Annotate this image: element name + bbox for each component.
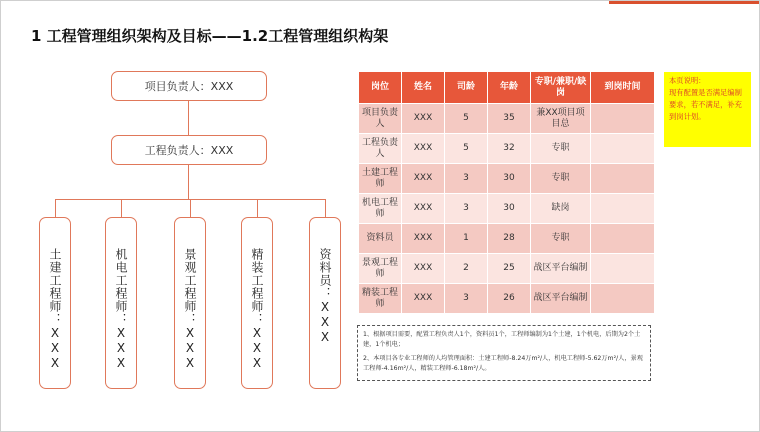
accent-bar [609, 1, 759, 4]
table-cell [591, 254, 655, 284]
org-node-label: 资料员：XXX [318, 248, 332, 345]
table-cell: 专职 [531, 164, 591, 194]
table-cell: 战区平台编制 [531, 284, 591, 314]
table-cell: 3 [445, 284, 488, 314]
connector-line [55, 199, 56, 217]
callout-body: 现有配置是否满足编制要求，若不满足，补充到岗计划。 [669, 88, 742, 121]
table-cell: 28 [488, 224, 531, 254]
table-cell [591, 164, 655, 194]
org-node-project-leader: 项目负责人：XXX [111, 71, 267, 101]
page-explanation-callout [664, 72, 751, 147]
table-cell: 25 [488, 254, 531, 284]
table-cell [591, 284, 655, 314]
column-header: 姓名 [402, 72, 445, 104]
table-cell: 35 [488, 104, 531, 134]
table-row [359, 284, 655, 314]
table-cell: XXX [402, 194, 445, 224]
page-title: 1 工程管理组织架构及目标——1.2工程管理组织构架 [31, 27, 389, 45]
table-row [359, 224, 655, 254]
table-cell: 26 [488, 284, 531, 314]
org-node-decoration-engineer [241, 217, 273, 389]
connector-line [257, 199, 258, 217]
table-row [359, 104, 655, 134]
table-cell: XXX [402, 254, 445, 284]
table-cell: 战区平台编制 [531, 254, 591, 284]
table-cell: 2 [445, 254, 488, 284]
table-cell [591, 194, 655, 224]
org-node-mep-engineer [105, 217, 137, 389]
table-cell [591, 104, 655, 134]
table-cell: XXX [402, 164, 445, 194]
org-node-label: 土建工程师：XXX [48, 248, 62, 371]
table-header-row [359, 72, 655, 104]
staff-table [358, 71, 655, 314]
table-cell: 精装工程师 [359, 284, 402, 314]
column-header: 年龄 [488, 72, 531, 104]
table-cell: 景观工程师 [359, 254, 402, 284]
org-node-landscape-engineer [174, 217, 206, 389]
column-header: 专职/兼职/缺岗 [531, 72, 591, 104]
table-cell: 1 [445, 224, 488, 254]
table-cell [591, 134, 655, 164]
org-node-civil-engineer [39, 217, 71, 389]
column-header: 岗位 [359, 72, 402, 104]
table-cell: 专职 [531, 134, 591, 164]
connector-line [325, 199, 326, 217]
connector-line [121, 199, 122, 217]
table-cell: 资料员 [359, 224, 402, 254]
table-row [359, 164, 655, 194]
table-cell: XXX [402, 224, 445, 254]
table-cell: 缺岗 [531, 194, 591, 224]
column-header: 到岗时间 [591, 72, 655, 104]
table-cell: 32 [488, 134, 531, 164]
table-cell: XXX [402, 134, 445, 164]
table-cell: XXX [402, 104, 445, 134]
notes-box [357, 325, 651, 381]
connector-line [188, 165, 189, 199]
table-cell: 5 [445, 104, 488, 134]
table-cell: 3 [445, 164, 488, 194]
table-cell: 兼XX项目项目总 [531, 104, 591, 134]
column-header: 司龄 [445, 72, 488, 104]
org-node-document-clerk [309, 217, 341, 389]
table-row [359, 194, 655, 224]
table-row [359, 134, 655, 164]
org-node-label: 精装工程师：XXX [250, 248, 264, 371]
org-node-label: 机电工程师：XXX [114, 248, 128, 371]
org-node-engineering-leader: 工程负责人：XXX [111, 135, 267, 165]
note-item: 1、根据项目需要，配置工程负责人1个，资料员1个，工程师编制为1个土建，1个机电，后期为2个土建，1个机电； [363, 331, 641, 348]
org-node-label: 景观工程师：XXX [183, 248, 197, 371]
connector-line [188, 101, 189, 135]
table-cell: 工程负责人 [359, 134, 402, 164]
table-cell: 土建工程师 [359, 164, 402, 194]
table-cell: 5 [445, 134, 488, 164]
table-cell: 3 [445, 194, 488, 224]
table-cell: 30 [488, 194, 531, 224]
callout-heading: 本页说明： [669, 76, 706, 85]
table-cell: 30 [488, 164, 531, 194]
table-cell: XXX [402, 284, 445, 314]
connector-line [190, 199, 191, 217]
table-cell [591, 224, 655, 254]
table-cell: 专职 [531, 224, 591, 254]
table-row [359, 254, 655, 284]
note-item: 2、本项目各专业工程师的人均管理面积：土建工程师-8.24万m²/人，机电工程师-5.62万m²/人，景观工程师-4.16m²/人，精装工程师-6.18m²/人。 [363, 355, 643, 372]
table-cell: 项目负责人 [359, 104, 402, 134]
table-cell: 机电工程师 [359, 194, 402, 224]
